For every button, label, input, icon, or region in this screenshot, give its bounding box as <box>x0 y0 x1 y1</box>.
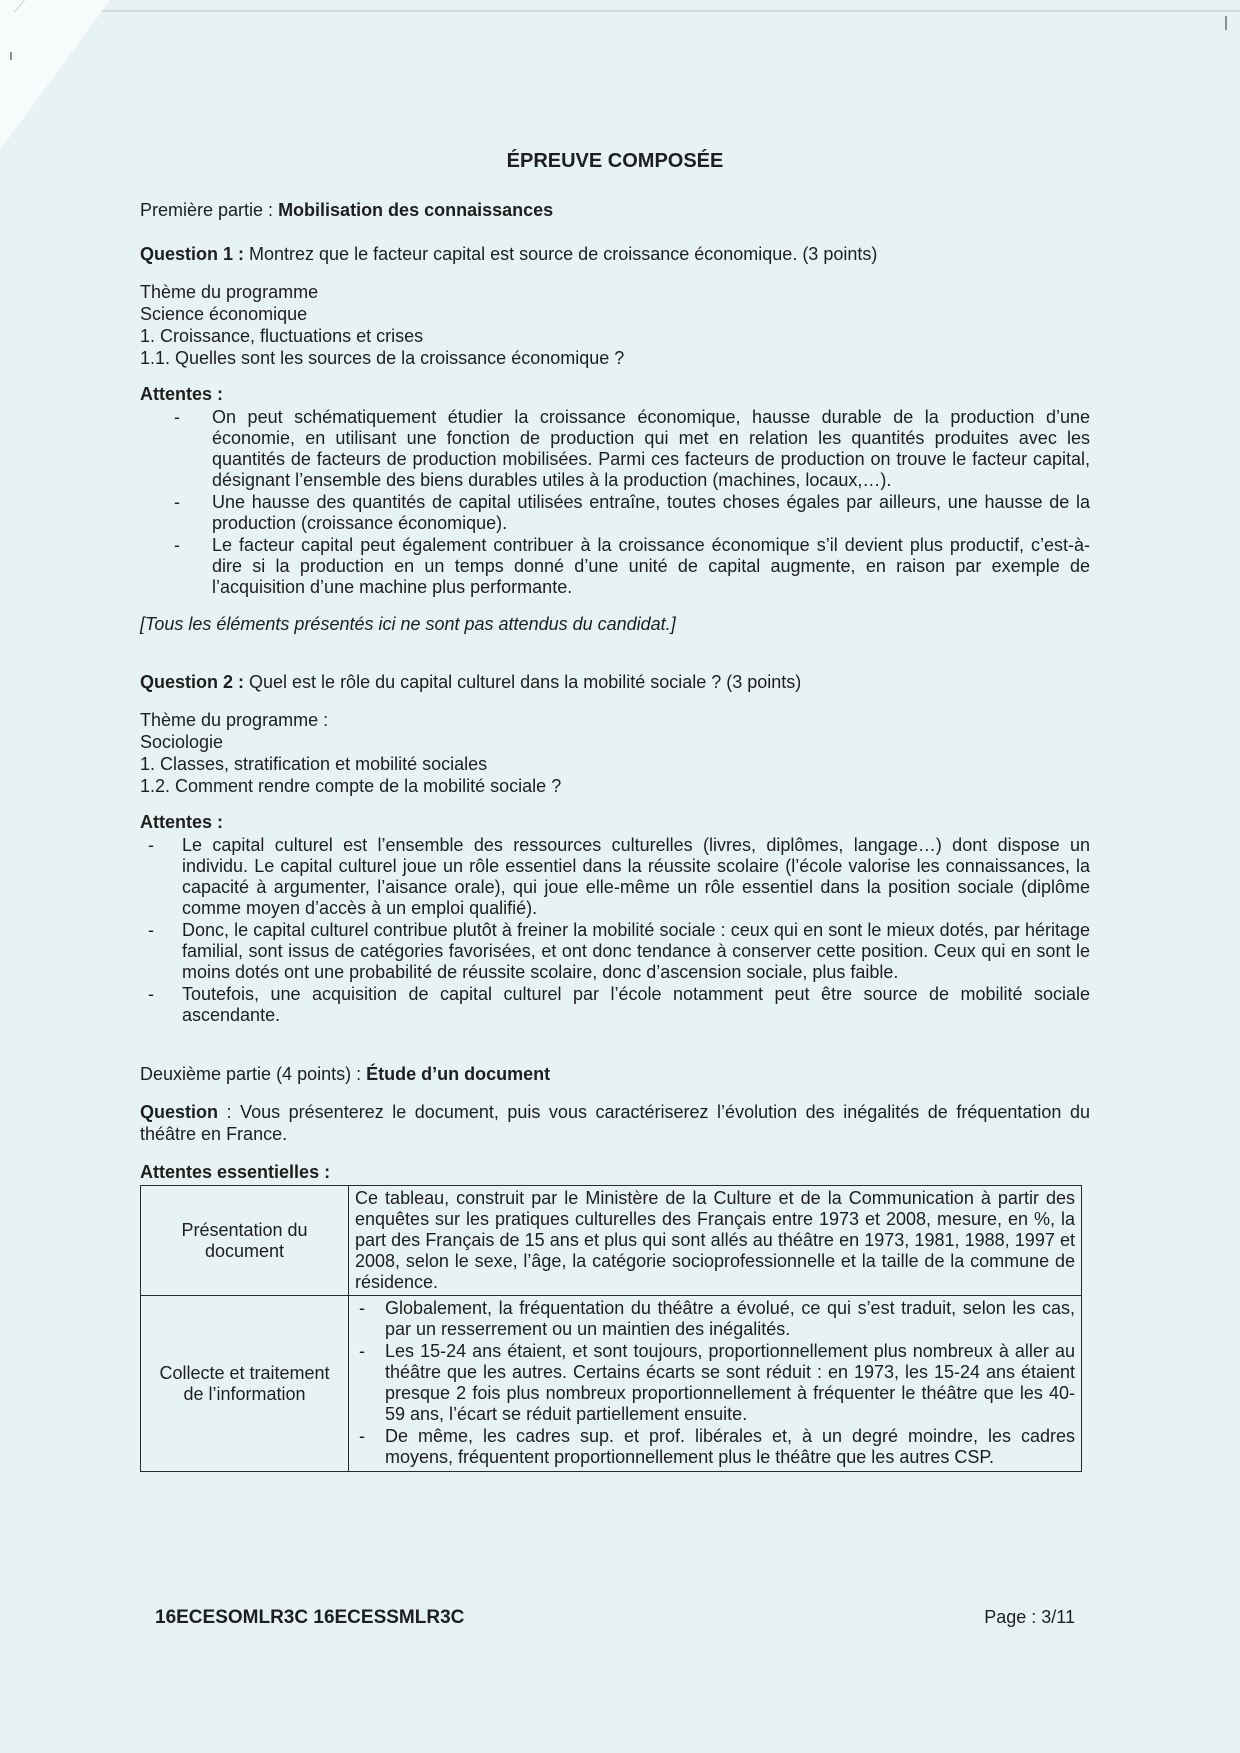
list-item: - Une hausse des quantités de capital utilisées entraîne, toutes choses égales par ailleurs, une hausse de la production (croissance économique). <box>174 492 1090 533</box>
q2-attentes-label: Attentes : <box>140 812 224 832</box>
table-row <box>141 1296 1082 1472</box>
part1-heading <box>140 199 1090 221</box>
q2-theme-line: Sociologie <box>140 732 224 752</box>
list-item: - Donc, le capital culturel contribue plutôt à freiner la mobilité sociale : ceux qui en sont le mieux dotés, par héritage familial, sont issus de catégories favorisées, et ont donc tendance à conserver cette position. Ceux qui en sont le moins dotés ont une probabilité de réussite scolaire, donc d’ascension sociale, plus faible. <box>148 920 1090 982</box>
q1-theme-line: 1.1. Quelles sont les sources de la croissance économique ? <box>140 348 625 368</box>
folded-corner <box>0 0 110 150</box>
q2-statement <box>140 671 1090 693</box>
q3-text: : Vous présenterez le document, puis vous caractériserez l’évolution des inégalités de fréquentation du théâtre en France. <box>140 1102 1090 1144</box>
q3-statement <box>140 1101 1090 1145</box>
q2-text: Quel est le rôle du capital culturel dans la mobilité sociale ? (3 points) <box>244 672 802 692</box>
q1-text: Montrez que le facteur capital est source de croissance économique. (3 points) <box>244 244 878 264</box>
table-cell-label: Collecte et traitement de l’information <box>141 1296 349 1472</box>
list-item: - De même, les cadres sup. et prof. libérales et, à un degré moindre, les cadres moyens, fréquentent proportionnellement plus le théâtre que les autres CSP. <box>359 1426 1075 1467</box>
q1-bullets <box>140 407 1090 598</box>
q1-attentes-label: Attentes : <box>140 384 224 404</box>
page-title: ÉPREUVE COMPOSÉE <box>506 150 724 172</box>
q2-theme-line: 1.2. Comment rendre compte de la mobilité sociale ? <box>140 776 562 796</box>
part2-prefix: Deuxième partie (4 points) : <box>140 1064 367 1084</box>
attentes-table <box>140 1185 1082 1472</box>
part2-name: Étude d’un document <box>366 1064 551 1084</box>
q2-label: Question 2 : <box>140 672 245 692</box>
part1-name: Mobilisation des connaissances <box>278 200 554 220</box>
q1-theme-line: Thème du programme <box>140 282 319 302</box>
page-footer <box>155 1607 1085 1629</box>
scan-edge-line <box>0 10 1240 12</box>
q2-bullets <box>140 835 1090 1026</box>
table-cell-text: Ce tableau, construit par le Ministère de la Culture et de la Communication à partir des enquêtes sur les pratiques culturelles des Français entre 1973 et 2008, mesure, en %, la part des Français de 15 ans et plus qui sont allés au théâtre en 1973, 1981, 1988, 1997 et 2008, selon le sexe, l’âge, la catégorie socioprofessionnelle et la taille de la commune de résidence. <box>349 1186 1082 1296</box>
part1-prefix: Première partie : <box>140 200 279 220</box>
table-row <box>141 1186 1082 1296</box>
list-item: - Toutefois, une acquisition de capital culturel par l’école notamment peut être source de mobilité sociale ascendante. <box>148 984 1090 1025</box>
part2-heading <box>140 1063 1090 1085</box>
table-cell-text <box>349 1296 1082 1472</box>
q1-theme <box>140 281 1090 369</box>
q2-theme <box>140 709 1090 797</box>
q2-theme-line: 1. Classes, stratification et mobilité sociales <box>140 754 488 774</box>
q2-theme-line: Thème du programme : <box>140 710 329 730</box>
list-item: - On peut schématiquement étudier la croissance économique, hausse durable de la production d’une économie, en utilisant une fonction de production qui met en relation les quantités produites avec les quantités de facteurs de production mobilisées. Parmi ces facteurs de production on trouve le facteur capital, désignant l’ensemble des biens durables utiles à la production (machines, locaux,…). <box>174 407 1090 490</box>
q1-theme-line: 1. Croissance, fluctuations et crises <box>140 326 424 346</box>
scan-mark <box>10 52 12 60</box>
q1-note: [Tous les éléments présentés ici ne sont pas attendus du candidat.] <box>140 614 676 634</box>
list-item: - Les 15-24 ans étaient, et sont toujours, proportionnellement plus nombreux à aller au théâtre que les autres. Certains écarts se sont réduit : en 1973, les 15-24 ans étaient presque 2 fois plus nombreux proportionnellement à fréquenter le théâtre que les 40-59 ans, l’écart se réduit partiellement ensuite. <box>359 1341 1075 1424</box>
q1-label: Question 1 : <box>140 244 245 264</box>
page-number: Page : 3/11 <box>984 1607 1075 1627</box>
table-heading: Attentes essentielles : <box>140 1162 331 1182</box>
q1-statement <box>140 243 1090 265</box>
list-item: - Le facteur capital peut également contribuer à la croissance économique s’il devient plus productif, c’est-à-dire si la production en un temps donné d’une unité de capital augmente, en raison par exemple de l’acquisition d’une machine plus performante. <box>174 535 1090 597</box>
q3-label: Question <box>140 1102 219 1122</box>
table-cell-label: Présentation du document <box>141 1186 349 1296</box>
table-bullets <box>355 1298 1075 1468</box>
exam-code: 16ECESOMLR3C 16ECESSMLR3C <box>155 1607 465 1628</box>
document-body <box>140 150 1090 1472</box>
scan-mark <box>1225 16 1227 30</box>
q1-theme-line: Science économique <box>140 304 308 324</box>
list-item: - Globalement, la fréquentation du théâtre a évolué, ce qui s’est traduit, selon les cas, par un resserrement ou un maintien des inégalités. <box>359 1298 1075 1339</box>
list-item: - Le capital culturel est l’ensemble des ressources culturelles (livres, diplômes, langage…) dont dispose un individu. Le capital culturel joue un rôle essentiel dans la réussite scolaire (l’école valorise les connaissances, la capacité à argumenter, l’aisance orale), qui joue elle-même un rôle essentiel dans la position sociale (diplôme comme moyen d’accès à un emploi qualifié). <box>148 835 1090 918</box>
